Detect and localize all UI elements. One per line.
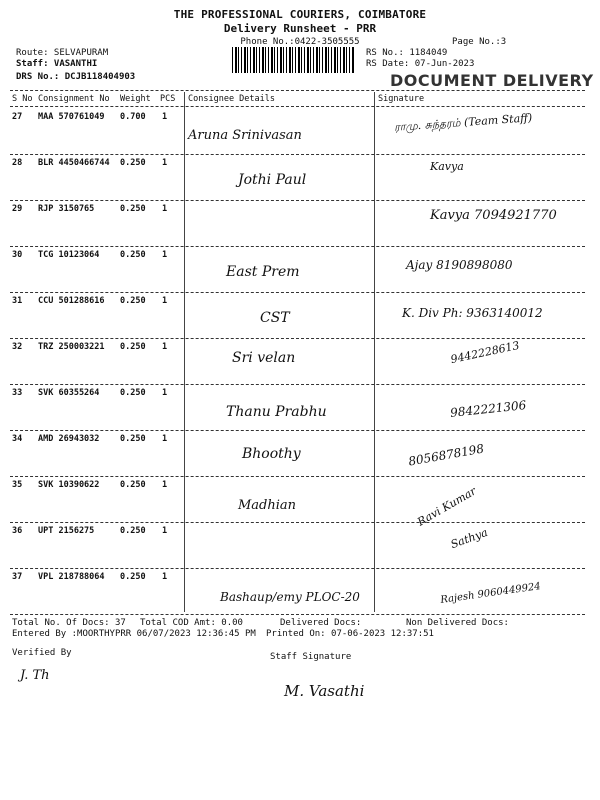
table-row [10, 248, 585, 294]
row-weight: 0.250 [120, 434, 146, 444]
row-weight: 0.250 [120, 526, 146, 536]
row-pcs: 1 [162, 112, 168, 122]
row-consignment: VPL 218788064 [38, 572, 105, 582]
rs-date: RS Date: 07-Jun-2023 [366, 59, 475, 69]
row-pcs: 1 [162, 250, 168, 260]
recipient-signature: 9442228613 [449, 338, 521, 367]
table-row [10, 156, 585, 202]
row-separator [10, 154, 585, 155]
col-signature: Signature [378, 94, 425, 104]
row-sno: 36 [12, 526, 23, 536]
row-sno: 28 [12, 158, 23, 168]
row-separator [10, 476, 585, 477]
consignee-signature: Bhoothy [242, 446, 301, 462]
row-pcs: 1 [162, 434, 168, 444]
row-consignment: SVK 60355264 [38, 388, 100, 398]
table-row [10, 340, 585, 386]
row-sno: 31 [12, 296, 23, 306]
row-separator [10, 384, 585, 385]
table-row [10, 524, 585, 570]
staff-signature-label: Staff Signature [270, 652, 352, 662]
row-separator [10, 568, 585, 569]
recipient-signature: ராமு. சுந்தரம் (Team Staff) [393, 111, 533, 134]
row-weight: 0.250 [120, 158, 146, 168]
verified-by-label: Verified By [12, 648, 72, 658]
header-bottom-rule [10, 106, 585, 107]
col-consignee: Consignee Details [188, 94, 275, 104]
sheet-title: Delivery Runsheet - PRR [223, 22, 377, 35]
consignee-signature: Bashaup/emy PLOC-20 [220, 590, 360, 604]
entered-by: Entered By :MOORTHYPRR 06/07/2023 12:36:45 PM [12, 629, 256, 639]
table-row [10, 110, 585, 156]
verifier-signature: J. Th [20, 668, 50, 683]
row-pcs: 1 [162, 480, 168, 490]
recipient-signature: K. Div Ph: 9363140012 [402, 306, 543, 320]
row-weight: 0.250 [120, 250, 146, 260]
recipient-signature: 8056878198 [407, 441, 485, 469]
row-separator [10, 292, 585, 293]
consignee-signature: Madhian [238, 498, 297, 513]
row-consignment: RJP 3150765 [38, 204, 95, 214]
row-weight: 0.250 [120, 572, 146, 582]
barcode [232, 47, 354, 73]
table-bottom-rule [10, 614, 585, 615]
staff: Staff: VASANTHI [16, 59, 98, 69]
row-separator [10, 522, 585, 523]
row-consignment: UPT 2156275 [38, 526, 95, 536]
row-pcs: 1 [162, 388, 168, 398]
recipient-signature: Sathya [448, 525, 490, 552]
col-weight: Weight [120, 94, 151, 104]
row-sno: 35 [12, 480, 23, 490]
table-row [10, 294, 585, 340]
table-row [10, 202, 585, 248]
row-sno: 34 [12, 434, 23, 444]
row-consignment: SVK 10390622 [38, 480, 100, 490]
row-weight: 0.250 [120, 204, 146, 214]
route: Route: SELVAPURAM [16, 48, 109, 58]
row-separator [10, 430, 585, 431]
row-weight: 0.250 [120, 342, 146, 352]
recipient-signature: Kavya [430, 160, 464, 173]
phone-number: Phone No.:0422-3505555 [240, 37, 360, 47]
consignee-signature: CST [260, 310, 290, 326]
row-consignment: TCG 10123064 [38, 250, 100, 260]
row-weight: 0.250 [120, 388, 146, 398]
document-delivery-stamp: DOCUMENT DELIVERY [390, 71, 594, 90]
page-number: Page No.:3 [452, 37, 507, 47]
consignee-signature: Thanu Prabhu [226, 404, 327, 420]
row-separator [10, 200, 585, 201]
consignee-signature: Sri velan [232, 350, 296, 366]
row-consignment: BLR 4450466744 [38, 158, 110, 168]
printed-on: Printed On: 07-06-2023 12:37:51 [266, 629, 434, 639]
recipient-signature: Ravi Kumar [415, 484, 479, 529]
row-pcs: 1 [162, 296, 168, 306]
table-row [10, 570, 585, 616]
row-sno: 33 [12, 388, 23, 398]
row-consignment: TRZ 250003221 [38, 342, 105, 352]
rs-number: RS No.: 1184049 [366, 48, 448, 58]
header-top-rule [10, 90, 585, 91]
consignee-signature: Jothi Paul [238, 172, 307, 188]
row-weight: 0.250 [120, 296, 146, 306]
row-pcs: 1 [162, 526, 168, 536]
consignee-signature: Aruna Srinivasan [188, 128, 302, 143]
delivered-docs: Delivered Docs: [280, 618, 362, 628]
row-consignment: MAA 570761049 [38, 112, 105, 122]
row-pcs: 1 [162, 342, 168, 352]
company-name: THE PROFESSIONAL COURIERS, COIMBATORE [173, 8, 427, 21]
row-pcs: 1 [162, 158, 168, 168]
recipient-signature: Ajay 8190898080 [406, 258, 513, 272]
drs-number: DRS No.: DCJB118404903 [16, 72, 136, 82]
row-consignment: AMD 26943032 [38, 434, 100, 444]
staff-signature: M. Vasathi [284, 682, 365, 700]
row-separator [10, 246, 585, 247]
row-separator [10, 338, 585, 339]
table-row [10, 386, 585, 432]
row-sno: 37 [12, 572, 23, 582]
col-pcs: PCS [160, 94, 176, 104]
row-sno: 29 [12, 204, 23, 214]
row-weight: 0.250 [120, 480, 146, 490]
col-consignment: Consignment No [38, 94, 110, 104]
row-pcs: 1 [162, 204, 168, 214]
recipient-signature: 9842221306 [449, 398, 527, 420]
row-consignment: CCU 501288616 [38, 296, 105, 306]
recipient-signature: Rajesh 9060449924 [439, 581, 542, 606]
col-sno: S No [12, 94, 33, 104]
table-row [10, 478, 585, 529]
table-row [10, 432, 585, 478]
row-sno: 27 [12, 112, 23, 122]
total-cod: Total COD Amt: 0.00 [140, 618, 243, 628]
non-delivered-docs: Non Delivered Docs: [406, 618, 509, 628]
consignee-signature: East Prem [226, 264, 300, 280]
row-sno: 30 [12, 250, 23, 260]
total-docs: Total No. Of Docs: 37 [12, 618, 126, 628]
recipient-signature: Kavya 7094921770 [430, 208, 557, 223]
row-pcs: 1 [162, 572, 168, 582]
row-weight: 0.700 [120, 112, 146, 122]
row-sno: 32 [12, 342, 23, 352]
